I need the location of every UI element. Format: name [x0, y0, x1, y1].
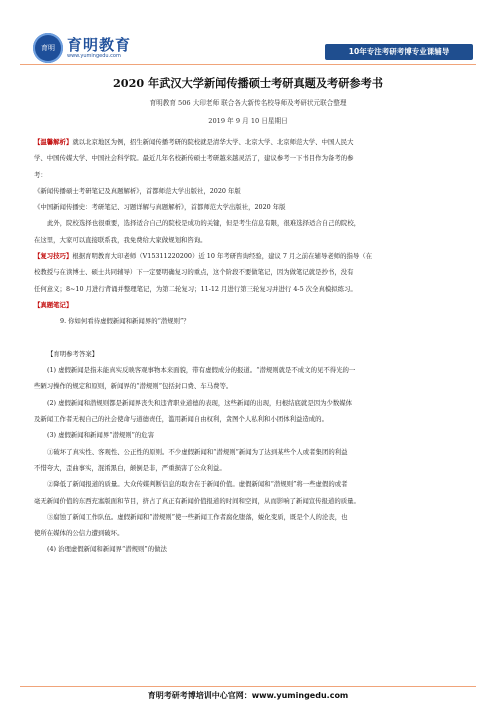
- answer-line: (3) 虚假新闻和新闻界“潜规则”的危害: [47, 431, 155, 440]
- logo-name: 育明教育: [67, 36, 132, 54]
- answer-line: ①破坏了真实性、客观性、公正性的原则。不少虚假新闻和“潜规则”新闻为了达到某些个人或者集团的利益: [47, 447, 348, 456]
- answer-line: 些陋习操作的规定和原则，新闻界的“潜规则”包括封口费、车马费等。: [34, 382, 233, 391]
- paragraph-line: [34, 134, 464, 150]
- question: 9. 你如何看待虚假新闻和新闻界的“潜规则”？: [60, 317, 190, 326]
- answer-line: (4) 治理虚假新闻和新闻界“潜规则”的做法: [47, 545, 167, 554]
- paragraph-text: 就以北京地区为例，招生新闻传播考研的院校就是清华大学、北京大学、北京师范大学、中国人民大: [72, 138, 354, 146]
- section-tag-exam-notes: 【真题笔记】: [34, 300, 73, 309]
- answer-line: 毫无新闻价值的东西充塞版面和节目，挤占了真正有新闻价值报道的时间和空间，从而影响了新闻宣传报道的质量。: [34, 496, 360, 505]
- answer-line: 不惜夸大，歪曲事实，混淆黑白，颠倒是非，严重损害了公众利益。: [34, 463, 226, 472]
- paragraph-line: 校教授与在读博士、硕士共同辅导）下一定要明确复习的重点，这个阶段不要做笔记，因为做笔记就是抄书，没有: [34, 268, 354, 277]
- section-tag-review: 【复习技巧】: [34, 252, 73, 261]
- paragraph-line: 任何意义；8~10 月进行背诵并整理笔记，为第二轮复习；11-12 月进行第三轮复习并进行 4-5 次全真模拟练习。: [34, 284, 357, 293]
- answer-line: (1) 虚假新闻是指未能真实反映客观事物本来面貌，带有虚假成分的报道。“潜规则就是不成文的见不得光的一: [47, 366, 356, 375]
- logo-text: [67, 37, 131, 59]
- paragraph-line: 考：: [34, 170, 47, 179]
- paragraph-line: 此外，院校选择也很重要，选择适合自己的院校是成功的关键，但是考生信息有限，很难选择适合自己的院校，: [47, 219, 361, 228]
- paragraph-line: [34, 248, 464, 264]
- answer-line: 使所在媒体的公信力遭到破坏。: [34, 529, 124, 538]
- paragraph-line: 学、中国传媒大学、中国社会科学院。最近几年名校新传硕士考研越来越灵活了，建议参考一下书目作为备考的参: [34, 154, 354, 163]
- slogan-banner: 10年专注考研考博专业课辅导: [325, 44, 473, 60]
- answer-line: (2) 虚假新闻和潜规则都是新闻界丧失和违背职业道德的表现，这些新闻的出现，归根结底就是因为少数媒体: [47, 398, 353, 407]
- logo-url: www.yumingedu.com: [67, 53, 121, 59]
- paragraph-text: 根据育明教育大印老师（V15311220200）近 10 年考研咨询经验，建议 7 月之前在辅导老师的指导（在: [72, 252, 373, 261]
- logo-badge-icon: 育明: [33, 33, 63, 63]
- page-header: [0, 0, 496, 70]
- answer-heading: 【育明参考答案】: [47, 349, 99, 358]
- author-line: 育明教育 506 大印老师 联合各大新传名校导师及考研状元联合整理: [149, 99, 347, 107]
- brand-logo[interactable]: [33, 33, 131, 63]
- page-footer: 育明考研考博培训中心官网：www.yumingedu.com: [147, 691, 349, 700]
- date-line: 2019 年 9 月 10 日星期日: [208, 117, 288, 125]
- answer-line: ②降低了新闻报道的质量。大众传媒判断信息的取舍在于新闻价值。虚假新闻和“潜规则”将一些虚假的或者: [47, 480, 348, 489]
- paragraph-line: 在这里，大家可以直接联系我，我免费给大家做规划和咨询。: [34, 235, 207, 244]
- page-title: 2020 年武汉大学新闻传播硕士考研真题及考研参考书: [113, 76, 383, 90]
- answer-line: 及新闻工作者无视自己的社会使命与道德责任，滥用新闻自由权利，贪图个人私利和小团体利益造成的。: [34, 415, 328, 424]
- header-divider: [20, 64, 476, 65]
- book-reference: 《中国新闻传播史：考研笔记、习题详解与真题解析》，首都师范大学出版社，2020 年版: [34, 203, 286, 212]
- spacer: [34, 330, 464, 346]
- article-body: [34, 134, 464, 558]
- book-reference: 《新闻传播硕士考研笔记及真题解析》，首都师范大学出版社，2020 年版: [34, 186, 241, 195]
- answer-line: ③腐蚀了新闻工作队伍。虚假新闻和“潜规则”使一些新闻工作者腐化堕落，蜕化变质，既是个人的沦丧，也: [47, 512, 348, 521]
- footer-divider: [20, 686, 476, 687]
- section-tag-tips: 【温馨解析】: [34, 138, 73, 146]
